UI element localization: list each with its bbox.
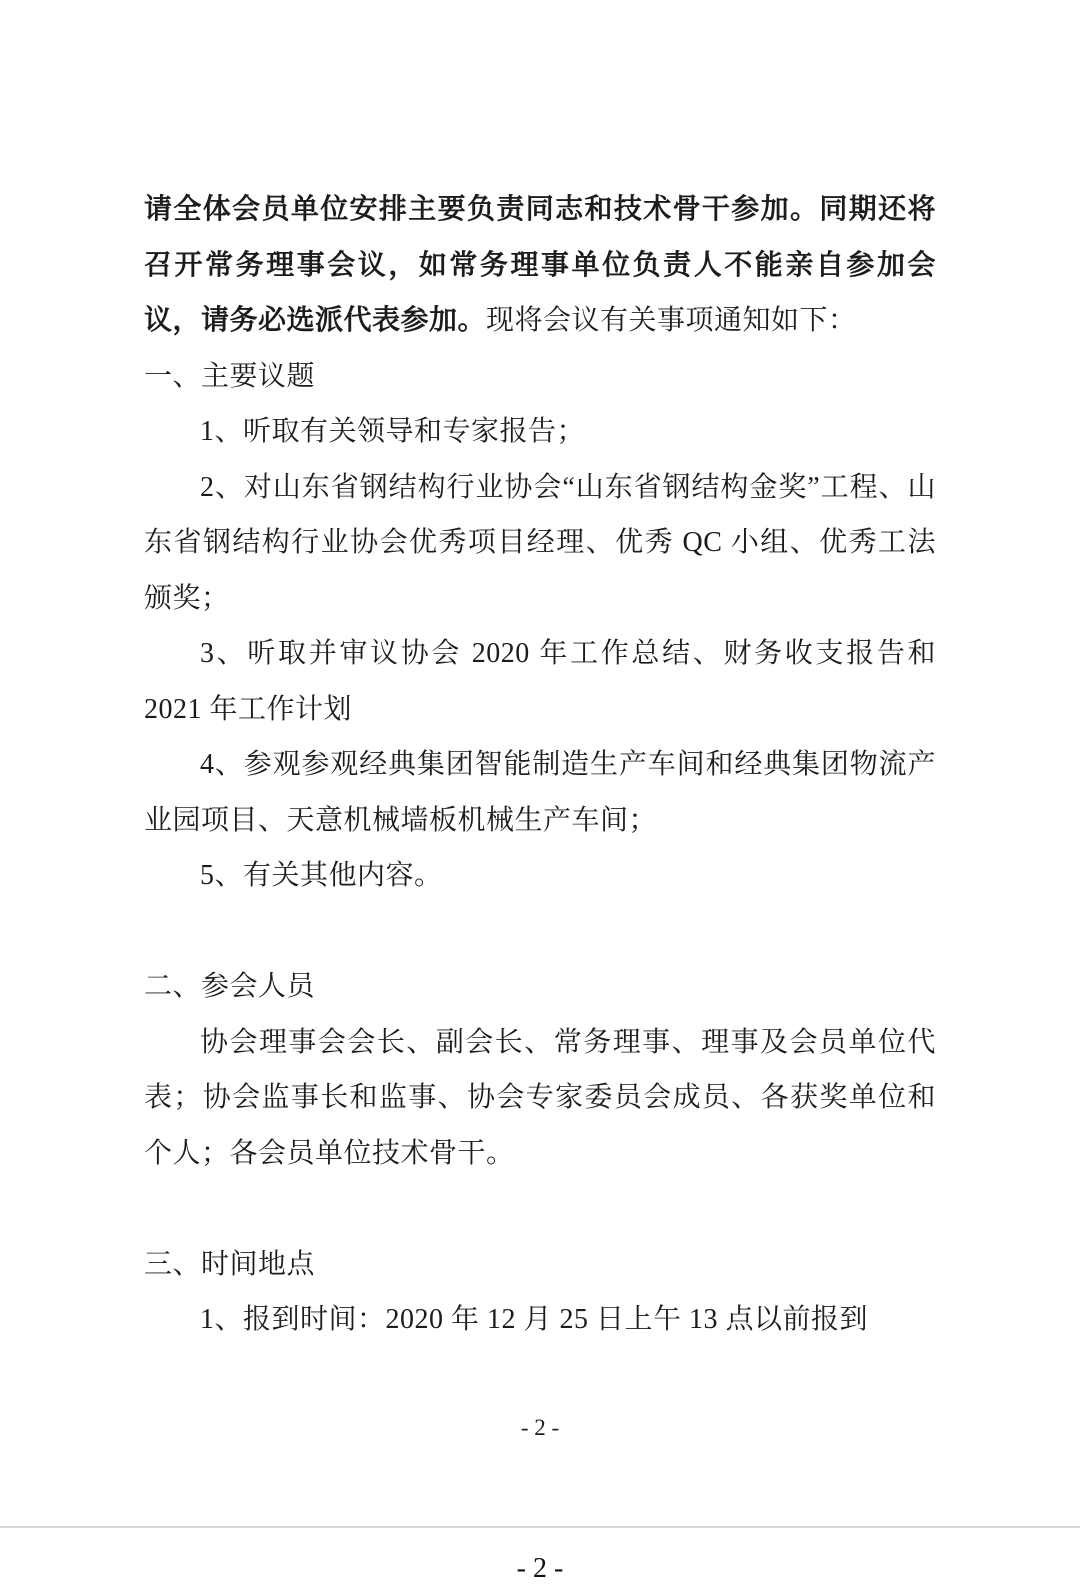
intro-paragraph: [144, 182, 936, 349]
document-body: [144, 182, 936, 1348]
section-1-heading: 一、主要议题: [144, 360, 316, 392]
section-3-item-1: 1、报到时间：2020 年 12 月 25 日上午 13 点以前报到: [200, 1304, 869, 1335]
section-1-item-1: 1、听取有关领导和专家报告；: [200, 416, 586, 447]
section-2-body: 协会理事会会长、副会长、常务理事、理事及会员单位代表；协会监事长和监事、协会专家委员会成员、各获奖单位和个人；各会员单位技术骨干。: [144, 1026, 936, 1169]
section-1-item-2: 2、对山东省钢结构行业协会“山东省钢结构金奖”工程、山东省钢结构行业协会优秀项目经理、优秀 QC 小组、优秀工法颁奖；: [144, 471, 936, 614]
section-3-heading: 三、时间地点: [144, 1248, 316, 1280]
section-1-item-5: 5、有关其他内容。: [200, 860, 443, 891]
page-boundary-divider: [0, 1526, 1080, 1528]
section-1-item-4: 4、参观参观经典集团智能制造生产车间和经典集团物流产业园项目、天意机械墙板机械生产车间；: [144, 749, 936, 836]
section-2-heading: 二、参会人员: [144, 971, 316, 1002]
page-number: - 2 -: [520, 1415, 560, 1440]
next-page-number: - 2 -: [516, 1553, 564, 1584]
section-1-item-3: 3、听取并审议协会 2020 年工作总结、财务收支报告和 2021 年工作计划: [144, 638, 936, 725]
intro-bold-text: 请全体会员单位安排主要负责同志和技术骨干参加。同期还将召开常务理事会议，如常务理事单位负责人不能亲自参加会议，请务必选派代表参加。: [144, 194, 936, 336]
intro-regular-text: 现将会议有关事项通知如下：: [486, 305, 857, 336]
